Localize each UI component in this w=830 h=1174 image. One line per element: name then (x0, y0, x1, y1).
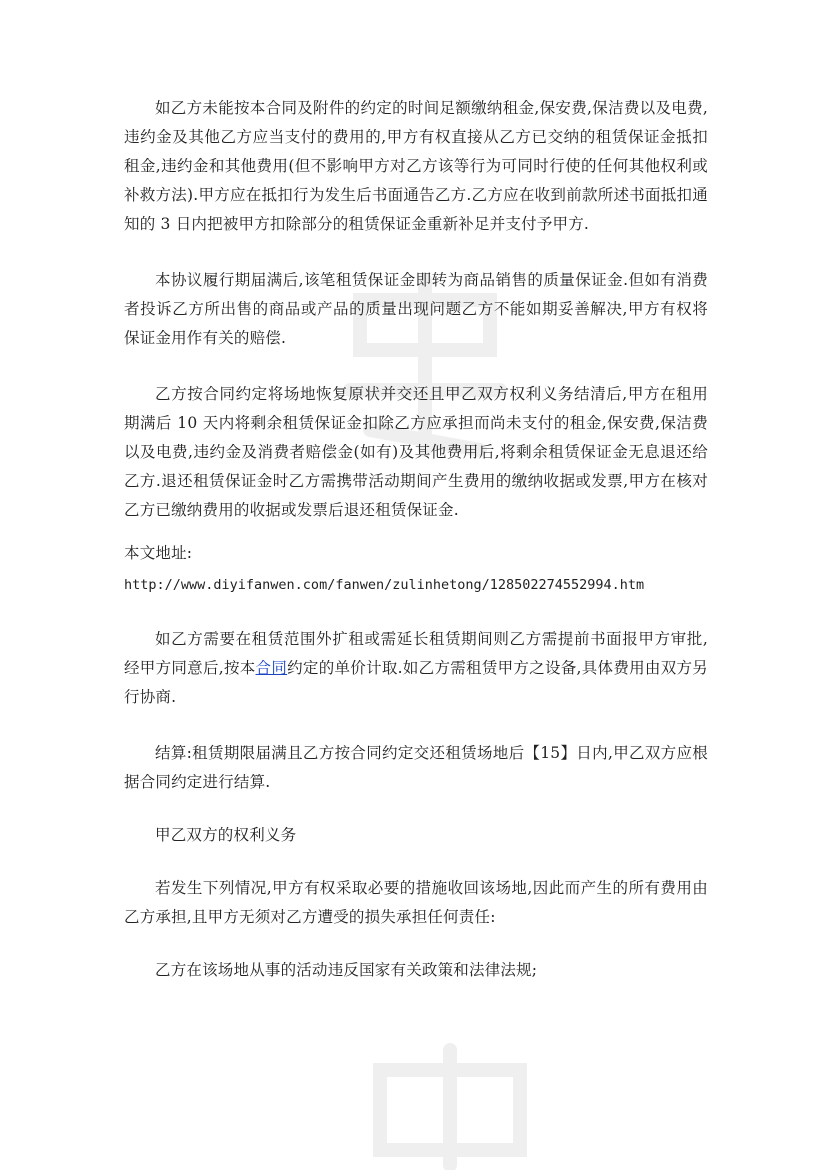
paragraph-settlement: 结算:租赁期限届满且乙方按合同约定交还租赁场地后【15】日内,甲乙双方应根据合同约定进行结算. (124, 744, 708, 791)
document-body (124, 90, 708, 1012)
paragraph-violation-clause: 乙方在该场地从事的活动违反国家有关政策和法律法规; (155, 961, 538, 979)
paragraph-extension (124, 625, 708, 712)
paragraph-quality-deposit: 本协议履行期届满后,该笔租赁保证金即转为商品销售的质量保证金.但如有消费者投诉乙方所出售的商品或产品的质量出现问题乙方不能如期妥善解决,甲方有权将保证金用作有关的赔偿. (124, 271, 708, 347)
section-heading-rights-obligations: 甲乙双方的权利义务 (155, 826, 297, 844)
paragraph-extension-text-before: 如乙方需要在租赁范围外扩租或需延长租赁期间则乙方需提前书面报甲方审批,经甲方同意后,按本 (124, 630, 708, 677)
source-url: http://www.diyifanwen.com/fanwen/zulinhetong/128502274552994.htm (124, 577, 645, 593)
seal-watermark-icon (360, 1040, 540, 1170)
paragraph-recovery-conditions: 若发生下列情况,甲方有权采取必要的措施收回该场地,因此而产生的所有费用由乙方承担,且甲方无须对乙方遭受的损失承担任何责任: (124, 879, 708, 926)
paragraph-deposit-refund: 乙方按合同约定将场地恢复原状并交还且甲乙双方权利义务结清后,甲方在租用期满后 10 天内将剩余租赁保证金扣除乙方应承担而尚未支付的租金,保安费,保洁费以及电费,违约金及消费者赔偿金(如有)及其他费用后,将剩余租赁保证金无息退还给乙方.退还租赁保证金时乙方需携带活动期间产生费用的缴纳收据或发票,甲方在核对乙方已缴纳费用的收据或发票后退还租赁保证金. (124, 385, 708, 519)
contract-link[interactable]: 合同 (255, 659, 288, 677)
paragraph-deposit-deduction: 如乙方未能按本合同及附件的约定的时间足额缴纳租金,保安费,保洁费以及电费,违约金及其他乙方应当支付的费用的,甲方有权直接从乙方已交纳的租赁保证金抵扣租金,违约金和其他费用(但不影响甲方对乙方该等行为可同时行使的任何其他权利或补救方法).甲方应在抵扣行为发生后书面通告乙方.乙方应在收到前款所述书面抵扣通知的 3 日内把被甲方扣除部分的租赁保证金重新补足并支付予甲方. (124, 99, 708, 233)
source-label: 本文地址: (124, 544, 193, 562)
paragraph-extension-text-after: 约定的单价计取.如乙方需租赁甲方之设备,具体费用由双方另行协商. (124, 659, 708, 706)
